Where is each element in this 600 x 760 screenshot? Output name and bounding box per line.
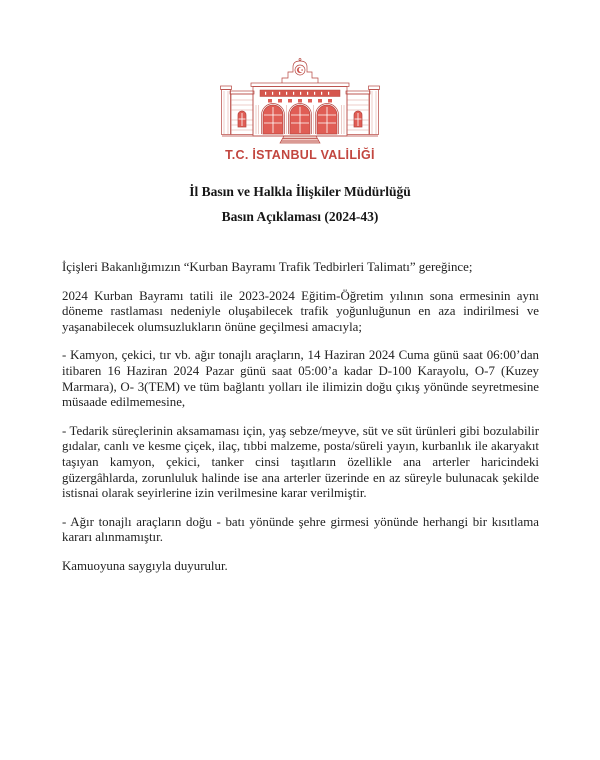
paragraph-purpose: 2024 Kurban Bayramı tatili ile 2023-2024 Eğitim-Öğretim yılının sona ermesinin aynı döneme rastlaması nedeniyle oluşabilecek trafik yoğunluğunun en aza indirilmesi ve yaşanabilecek olumsuzlukların önüne geçilmesi amacıyla; — [62, 288, 539, 334]
press-release-title: Basın Açıklaması (2024-43) — [221, 209, 379, 224]
department-title: İl Basın ve Halkla İlişkiler Müdürlüğü — [189, 184, 411, 199]
logo-caption: T.C. İSTANBUL VALİLİĞİ — [225, 148, 375, 162]
paragraph-truck-restriction: - Kamyon, çekici, tır vb. ağır tonajlı araçların, 14 Haziran 2024 Cuma günü saat 06:00’dan itibaren 16 Haziran 2024 Pazar günü saat 05:00’a kadar D-100 Karayolu, O-7 (Kuzey Marmara), O- 3(TEM) ve tüm bağlantı yolları ile ilimizin doğu çıkış yönünde seyretmesine müsaade edilmemesine, — [62, 348, 539, 410]
paragraph-closing: Kamuoyuna saygıyla duyurulur. — [62, 558, 228, 573]
paragraph-supply-exceptions: - Tedarik süreçlerinin aksamaması için, yaş sebze/meyve, süt ve süt ürünleri gibi bozulabilir gıdalar, canlı ve kesme çiçek, ilaç, tıbbi malzeme, posta/süreli yayın, kurbanlık ile akaryakıt taşıyan kamyon, çekici, tanker cinsi taşıtların özellikle ana arterler haricindeki güzergâhlarda, zorunluluk halinde ise ana arterler üzerinde en az süreyle bulunacak şekilde istisnai olarak seyirlerine izin verilmesine karar verilmiştir. — [62, 423, 539, 501]
paragraph-no-entry-restriction: - Ağır tonajlı araçların doğu - batı yönünde şehre girmesi yönünde herhangi bir kısıtlama kararı alınmamıştır. — [62, 514, 539, 545]
istanbul-governorship-logo — [220, 57, 380, 162]
press-release-body — [0, 224, 600, 575]
document-masthead — [0, 0, 600, 224]
paragraph-intro: İçişleri Bakanlığımızın “Kurban Bayramı Trafik Tedbirleri Talimatı” gereğince; — [62, 260, 473, 274]
governorship-building-icon — [220, 57, 380, 145]
